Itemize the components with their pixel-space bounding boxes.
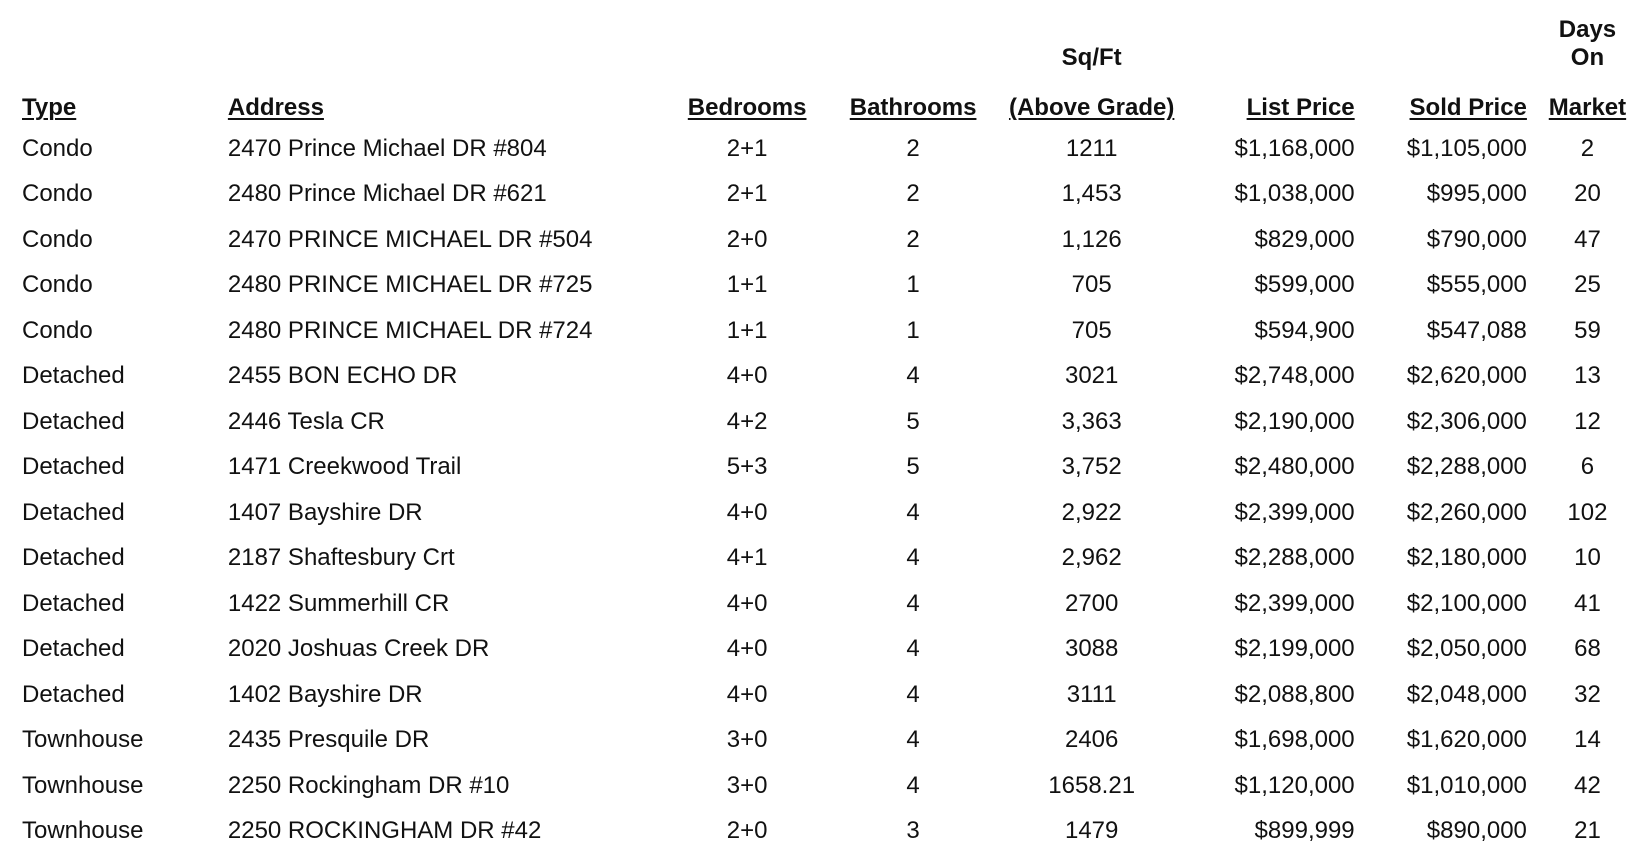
header-bathrooms [831,72,995,126]
cell-bedrooms: 5+3 [663,445,831,491]
cell-sold-price: $995,000 [1363,172,1535,218]
cell-sqft: 3088 [995,627,1188,673]
cell-days-on-market: 59 [1535,308,1640,354]
cell-bathrooms: 2 [831,217,995,263]
cell-bathrooms: 4 [831,536,995,582]
cell-days-on-market: 12 [1535,399,1640,445]
header-sqft-line2: (Above Grade) [1009,94,1174,121]
cell-days-on-market: 20 [1535,172,1640,218]
cell-sqft: 2,922 [995,490,1188,536]
header-row-bottom [14,72,1640,126]
cell-list-price: $2,480,000 [1188,445,1362,491]
cell-type: Condo [14,263,220,309]
cell-address: 2480 Prince Michael DR #621 [220,172,663,218]
cell-sold-price: $890,000 [1363,809,1535,854]
cell-list-price: $599,000 [1188,263,1362,309]
cell-address: 2250 Rockingham DR #10 [220,763,663,809]
cell-type: Townhouse [14,763,220,809]
header-dom-line2: Market [1549,94,1626,121]
cell-bathrooms: 5 [831,445,995,491]
cell-sqft: 3021 [995,354,1188,400]
table-row [14,308,1640,354]
cell-bedrooms: 4+0 [663,354,831,400]
cell-sqft: 1658.21 [995,763,1188,809]
cell-list-price: $2,199,000 [1188,627,1362,673]
cell-days-on-market: 13 [1535,354,1640,400]
cell-type: Condo [14,217,220,263]
table-row [14,126,1640,172]
cell-address: 1471 Creekwood Trail [220,445,663,491]
cell-sqft: 2406 [995,718,1188,764]
cell-list-price: $2,399,000 [1188,581,1362,627]
header-spacer [220,16,663,72]
cell-bathrooms: 1 [831,308,995,354]
cell-sold-price: $1,010,000 [1363,763,1535,809]
table-row [14,354,1640,400]
cell-days-on-market: 21 [1535,809,1640,854]
cell-list-price: $594,900 [1188,308,1362,354]
cell-bathrooms: 4 [831,581,995,627]
header-type [14,72,220,126]
cell-sold-price: $2,050,000 [1363,627,1535,673]
header-bedrooms [663,72,831,126]
cell-address: 1407 Bayshire DR [220,490,663,536]
header-dom [1535,72,1640,126]
cell-address: 2020 Joshuas Creek DR [220,627,663,673]
cell-address: 2470 PRINCE MICHAEL DR #504 [220,217,663,263]
table-row [14,627,1640,673]
cell-bedrooms: 2+1 [663,126,831,172]
table-row [14,490,1640,536]
header-row-top [14,16,1640,72]
cell-bathrooms: 4 [831,718,995,764]
table-row [14,536,1640,582]
cell-bedrooms: 2+0 [663,809,831,854]
header-bathrooms-label: Bathrooms [850,94,977,121]
cell-sqft: 1211 [995,126,1188,172]
header-spacer [1188,16,1362,72]
header-address [220,72,663,126]
cell-sqft: 1,126 [995,217,1188,263]
cell-sold-price: $2,100,000 [1363,581,1535,627]
cell-sold-price: $2,048,000 [1363,672,1535,718]
table-row [14,581,1640,627]
cell-days-on-market: 47 [1535,217,1640,263]
cell-sold-price: $1,105,000 [1363,126,1535,172]
table-header [14,16,1640,126]
cell-bedrooms: 3+0 [663,763,831,809]
header-sqft-line1: Sq/Ft [995,16,1188,72]
cell-bathrooms: 4 [831,763,995,809]
cell-sqft: 1479 [995,809,1188,854]
cell-bathrooms: 5 [831,399,995,445]
cell-list-price: $2,748,000 [1188,354,1362,400]
cell-bedrooms: 4+2 [663,399,831,445]
cell-type: Detached [14,445,220,491]
header-list-price [1188,72,1362,126]
table-body [14,126,1640,854]
header-spacer [14,16,220,72]
cell-sqft: 2700 [995,581,1188,627]
cell-days-on-market: 10 [1535,536,1640,582]
cell-type: Detached [14,490,220,536]
cell-sold-price: $1,620,000 [1363,718,1535,764]
cell-sold-price: $2,620,000 [1363,354,1535,400]
sold-listings-table [14,16,1640,854]
table-row [14,217,1640,263]
cell-bedrooms: 4+0 [663,581,831,627]
cell-type: Condo [14,172,220,218]
cell-sqft: 705 [995,263,1188,309]
cell-bedrooms: 1+1 [663,308,831,354]
table-row [14,399,1640,445]
cell-list-price: $829,000 [1188,217,1362,263]
cell-sqft: 3111 [995,672,1188,718]
cell-days-on-market: 14 [1535,718,1640,764]
header-spacer [1363,16,1535,72]
table-row [14,718,1640,764]
cell-sqft: 705 [995,308,1188,354]
cell-address: 2187 Shaftesbury Crt [220,536,663,582]
cell-address: 2480 PRINCE MICHAEL DR #725 [220,263,663,309]
cell-list-price: $2,088,800 [1188,672,1362,718]
cell-days-on-market: 102 [1535,490,1640,536]
cell-address: 2435 Presquile DR [220,718,663,764]
cell-sold-price: $2,288,000 [1363,445,1535,491]
header-type-label: Type [22,94,76,121]
table-row [14,763,1640,809]
cell-bathrooms: 4 [831,354,995,400]
cell-list-price: $2,190,000 [1188,399,1362,445]
cell-sold-price: $790,000 [1363,217,1535,263]
header-dom-line1: Days On [1535,16,1640,72]
cell-days-on-market: 25 [1535,263,1640,309]
cell-sold-price: $2,180,000 [1363,536,1535,582]
cell-list-price: $1,038,000 [1188,172,1362,218]
cell-list-price: $2,399,000 [1188,490,1362,536]
table-row [14,445,1640,491]
cell-type: Townhouse [14,809,220,854]
cell-days-on-market: 41 [1535,581,1640,627]
header-list-price-label: List Price [1247,94,1355,121]
cell-bedrooms: 4+0 [663,672,831,718]
cell-type: Detached [14,354,220,400]
cell-bathrooms: 4 [831,627,995,673]
header-sold-price-label: Sold Price [1410,94,1527,121]
table-row [14,809,1640,854]
cell-bedrooms: 2+1 [663,172,831,218]
cell-type: Detached [14,399,220,445]
table-row [14,672,1640,718]
cell-type: Townhouse [14,718,220,764]
cell-bathrooms: 1 [831,263,995,309]
cell-sold-price: $2,260,000 [1363,490,1535,536]
cell-address: 1402 Bayshire DR [220,672,663,718]
cell-address: 2470 Prince Michael DR #804 [220,126,663,172]
cell-type: Detached [14,581,220,627]
cell-days-on-market: 32 [1535,672,1640,718]
table-row [14,263,1640,309]
cell-bathrooms: 4 [831,490,995,536]
cell-bedrooms: 4+0 [663,490,831,536]
cell-type: Detached [14,672,220,718]
cell-bathrooms: 2 [831,126,995,172]
cell-bedrooms: 1+1 [663,263,831,309]
header-bedrooms-label: Bedrooms [688,94,807,121]
cell-address: 2480 PRINCE MICHAEL DR #724 [220,308,663,354]
cell-list-price: $1,120,000 [1188,763,1362,809]
header-spacer [663,16,831,72]
cell-sqft: 1,453 [995,172,1188,218]
header-sold-price [1363,72,1535,126]
cell-sold-price: $547,088 [1363,308,1535,354]
cell-sold-price: $555,000 [1363,263,1535,309]
cell-days-on-market: 42 [1535,763,1640,809]
cell-type: Detached [14,536,220,582]
cell-sqft: 3,363 [995,399,1188,445]
cell-sold-price: $2,306,000 [1363,399,1535,445]
cell-list-price: $1,698,000 [1188,718,1362,764]
cell-bathrooms: 2 [831,172,995,218]
cell-list-price: $1,168,000 [1188,126,1362,172]
cell-sqft: 2,962 [995,536,1188,582]
cell-type: Condo [14,308,220,354]
cell-address: 2250 ROCKINGHAM DR #42 [220,809,663,854]
cell-days-on-market: 2 [1535,126,1640,172]
table-row [14,172,1640,218]
header-spacer [831,16,995,72]
cell-list-price: $899,999 [1188,809,1362,854]
cell-bedrooms: 4+0 [663,627,831,673]
cell-address: 2455 BON ECHO DR [220,354,663,400]
cell-address: 1422 Summerhill CR [220,581,663,627]
cell-bathrooms: 4 [831,672,995,718]
cell-list-price: $2,288,000 [1188,536,1362,582]
cell-address: 2446 Tesla CR [220,399,663,445]
cell-bathrooms: 3 [831,809,995,854]
cell-days-on-market: 6 [1535,445,1640,491]
cell-bedrooms: 2+0 [663,217,831,263]
cell-bedrooms: 4+1 [663,536,831,582]
cell-type: Condo [14,126,220,172]
cell-days-on-market: 68 [1535,627,1640,673]
cell-sqft: 3,752 [995,445,1188,491]
header-sqft [995,72,1188,126]
header-address-label: Address [228,94,324,121]
cell-type: Detached [14,627,220,673]
cell-bedrooms: 3+0 [663,718,831,764]
